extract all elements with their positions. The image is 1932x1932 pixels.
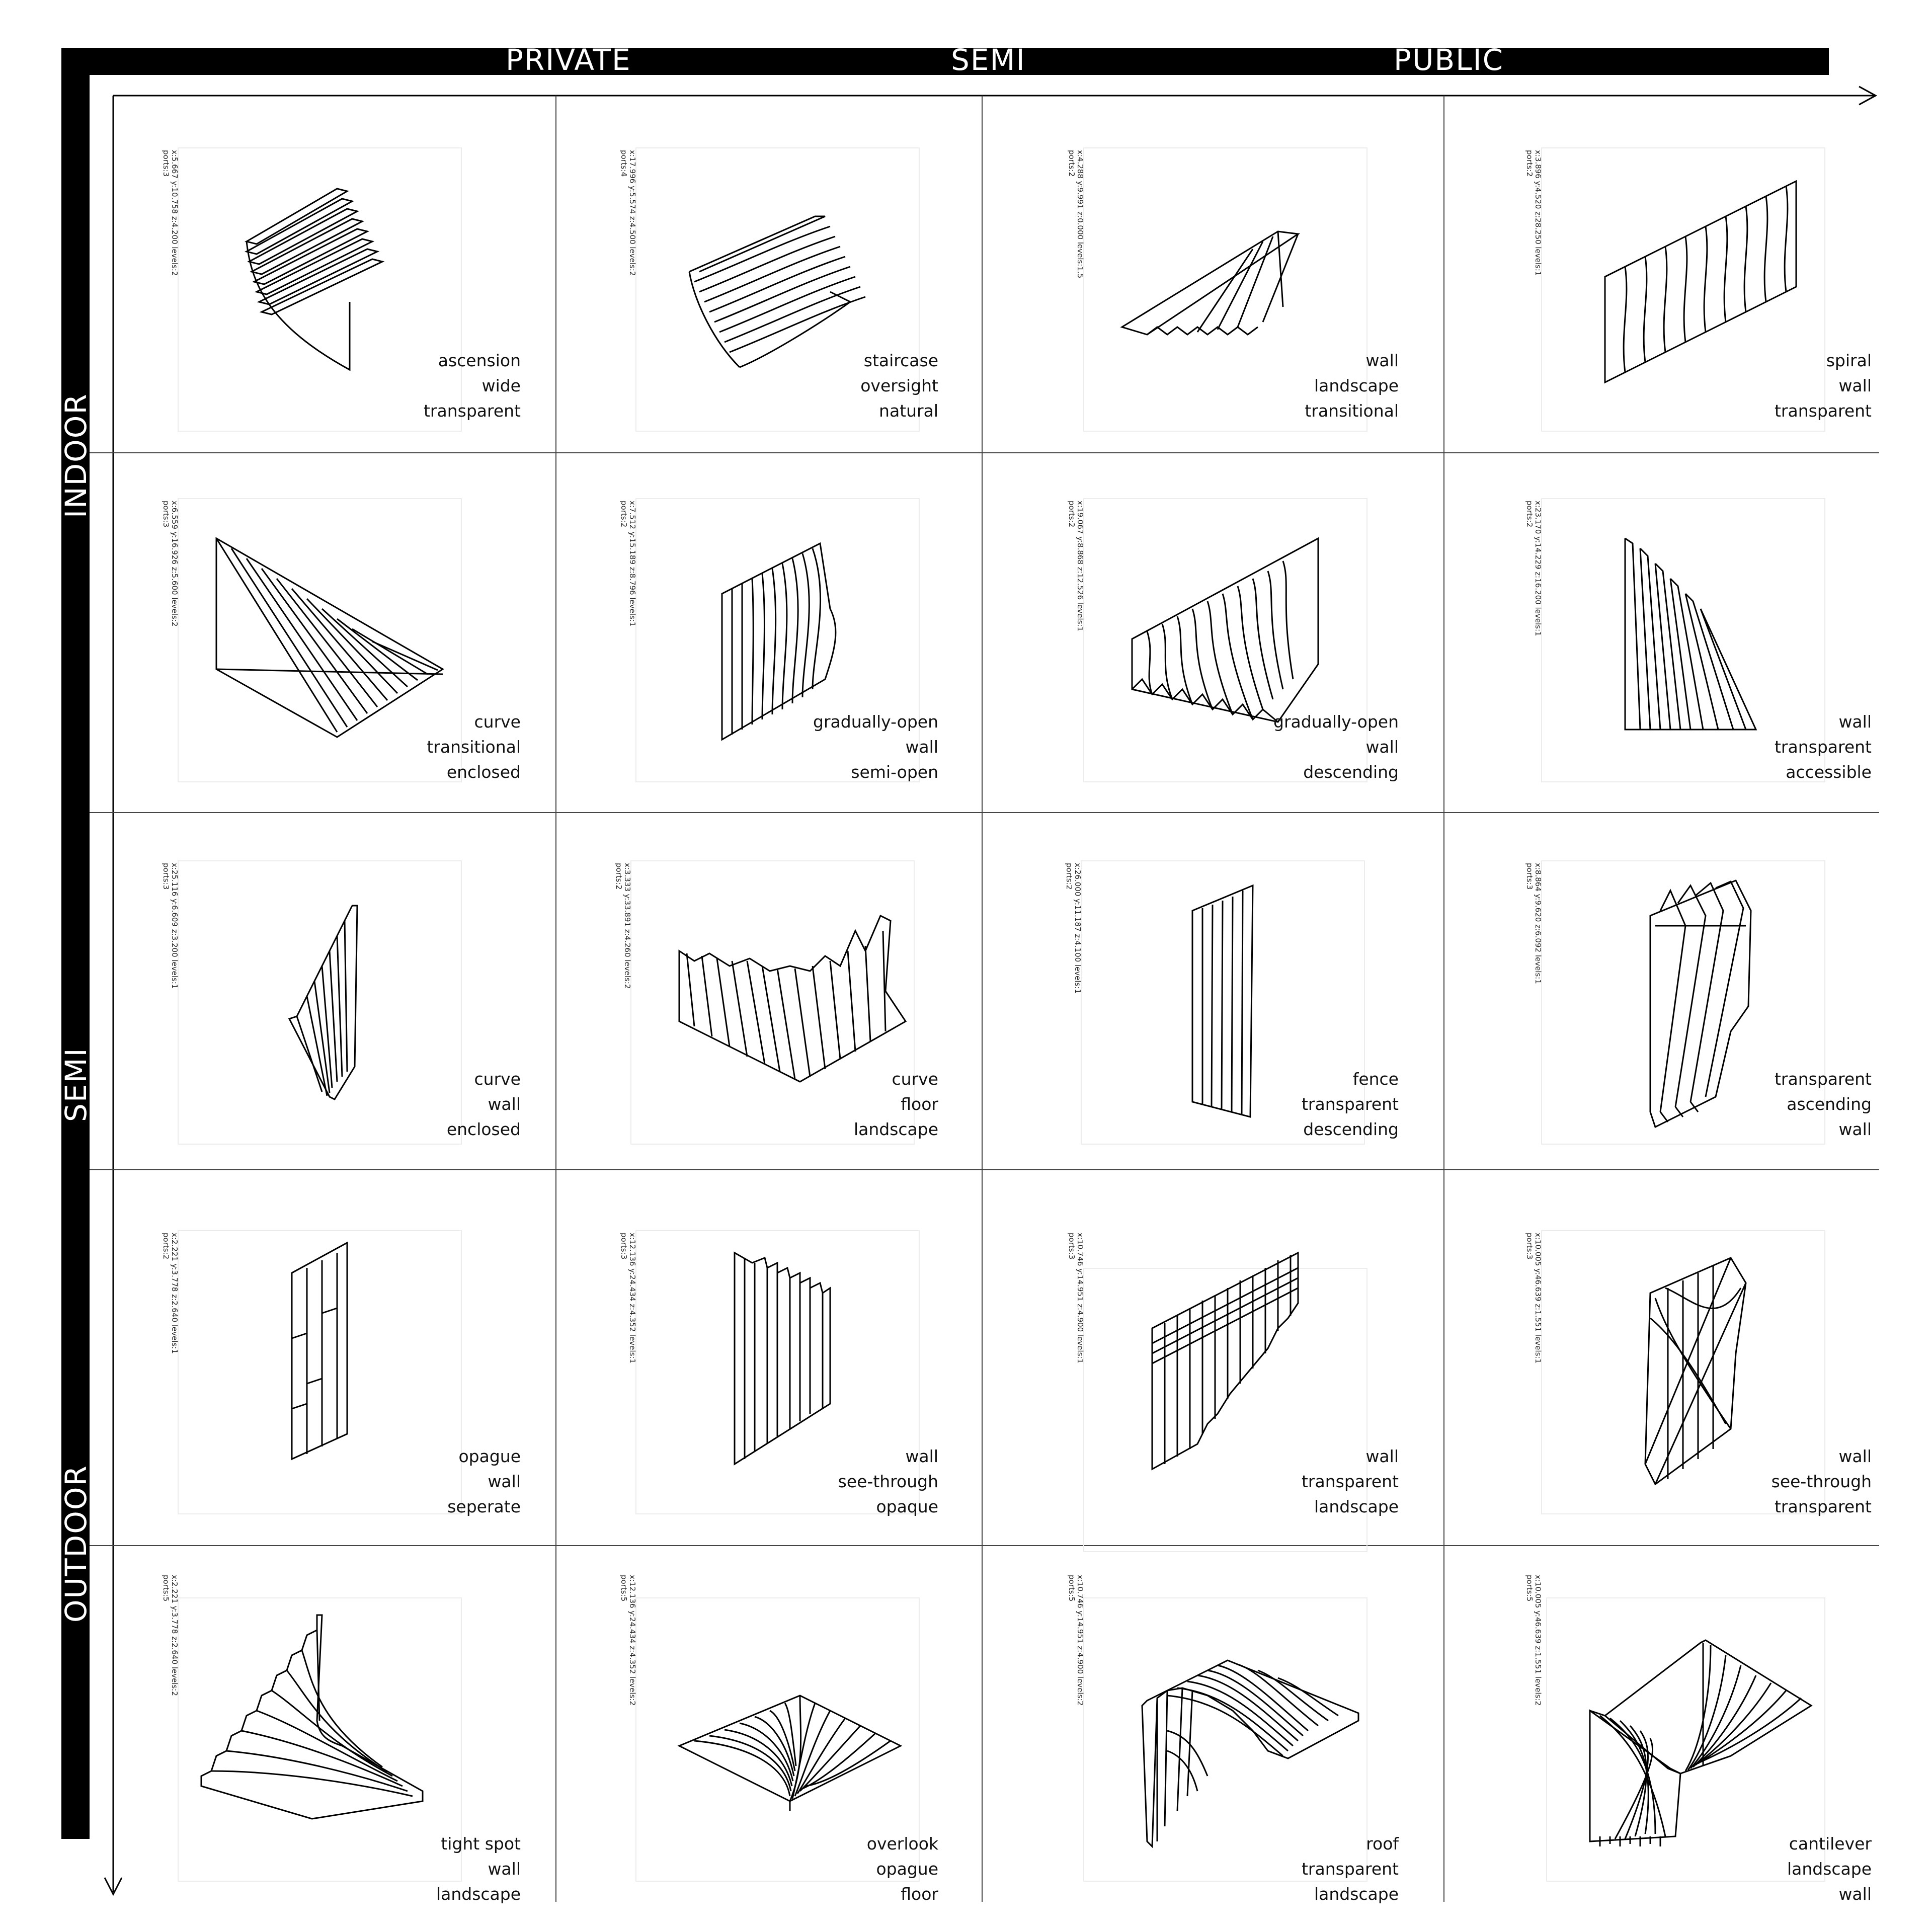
cell-tags: curve transitional enclosed (427, 712, 521, 782)
cell-tags: curve floor landscape (853, 1069, 938, 1139)
parametric-model (1182, 880, 1258, 1122)
cell-tags: overlook opague floor (866, 1834, 938, 1904)
parametric-model (1640, 1253, 1756, 1489)
parametric-model (1137, 1650, 1363, 1852)
row-label-outdoor: OUTDOOR (59, 1465, 93, 1623)
cell-meta: x:12.136 y:24.434 z:4.352 levels:2 ports:5 (619, 1575, 637, 1706)
parametric-model (226, 176, 418, 377)
parametric-model (1127, 533, 1328, 730)
cell-tags: ascension wide transparent (423, 351, 521, 421)
cell-meta: x:8.864 y:9.620 z:6.092 levels:1 ports:3 (1525, 863, 1543, 984)
parametric-model (282, 901, 362, 1107)
cell-meta: x:19.067 y:8.868 z:12.526 levels:1 ports:2 (1067, 501, 1085, 631)
parametric-model (196, 1610, 428, 1826)
cell-meta: x:10.746 y:14.951 z:4.900 levels:1 ports:3 (1067, 1233, 1085, 1363)
parametric-model (287, 1238, 357, 1464)
column-label-public: PUBLIC (1394, 43, 1504, 77)
cell-meta: x:3.333 y:33.891 z:4.260 levels:2 ports:2 (614, 863, 632, 989)
cell-tags: wall transparent accessible (1774, 712, 1872, 782)
cell-tags: wall landscape transitional (1305, 351, 1399, 421)
cell-meta: x:26.000 y:11.187 z:4.100 levels:1 ports:2 (1065, 863, 1082, 994)
cell-tags: gradually-open wall descending (1273, 712, 1399, 782)
column-label-semi: SEMI (951, 43, 1026, 77)
cell-tags: opague wall seperate (447, 1446, 521, 1516)
cell-meta: x:3.896 y:4.520 z:28.250 levels:1 ports:2 (1525, 150, 1543, 276)
row-label-indoor: INDOOR (59, 393, 93, 518)
parametric-model (1580, 1635, 1816, 1846)
cell-tags: transparent ascending wall (1774, 1069, 1872, 1139)
parametric-model (674, 1691, 906, 1811)
cell-tags: gradually-open wall semi-open (813, 712, 938, 782)
cell-meta: x:10.005 y:46.639 z:1.551 levels:2 ports:5 (1525, 1575, 1543, 1706)
cell-meta: x:10.005 y:46.639 z:1.551 levels:1 ports:3 (1525, 1233, 1543, 1363)
cell-meta: x:10.746 y:14.951 z:4.900 levels:2 ports:5 (1067, 1575, 1085, 1706)
cell-meta: x:12.136 y:24.434 z:4.352 levels:1 ports:3 (619, 1233, 637, 1363)
cell-tags: wall see-through opaque (838, 1446, 938, 1516)
column-label-private: PRIVATE (506, 43, 631, 77)
parametric-model (1640, 875, 1766, 1132)
parametric-model (730, 1248, 840, 1469)
cell-tags: roof transparent landscape (1301, 1834, 1399, 1904)
parametric-model (1615, 533, 1766, 735)
cell-meta: x:7.512 y:15.189 z:8.796 levels:1 ports:2 (619, 501, 637, 627)
cell-meta: x:17.996 y:5.574 z:4.500 levels:2 ports:4 (619, 150, 637, 276)
parametric-model (1117, 221, 1328, 342)
cell-meta: x:25.116 y:6.609 z:3.200 levels:1 ports:3 (162, 863, 179, 989)
cell-tags: staircase oversight natural (860, 351, 938, 421)
cell-meta: x:23.170 y:14.229 z:16.200 levels:1 ports:2 (1525, 501, 1543, 636)
cell-meta: x:6.559 y:16.926 z:5.600 levels:2 ports:3 (162, 501, 179, 627)
cell-tags: wall see-through transparent (1771, 1446, 1872, 1516)
cell-tags: cantilever landscape wall (1787, 1834, 1872, 1904)
parametric-model (1142, 1248, 1308, 1474)
cell-meta: x:4.288 y:9.991 z:0.000 levels:1.5 ports:2 (1067, 150, 1085, 279)
cell-tags: tight spot wall landscape (436, 1834, 521, 1904)
parametric-model (211, 533, 448, 745)
parametric-model (674, 911, 911, 1092)
cell-meta: x:2.221 y:3.778 z:2.640 levels:2 ports:5 (162, 1575, 179, 1696)
row-label-semi: SEMI (59, 1047, 93, 1122)
cell-meta: x:2.221 y:3.778 z:2.640 levels:1 ports:2 (162, 1233, 179, 1354)
parametric-model (684, 201, 875, 382)
cell-tags: wall transparent landscape (1301, 1446, 1399, 1516)
cell-tags: spiral wall transparent (1774, 351, 1872, 421)
cell-meta: x:5.667 y:10.758 z:4.200 levels:2 ports:3 (162, 150, 179, 276)
cell-tags: curve wall enclosed (446, 1069, 521, 1139)
cell-tags: fence transparent descending (1301, 1069, 1399, 1139)
